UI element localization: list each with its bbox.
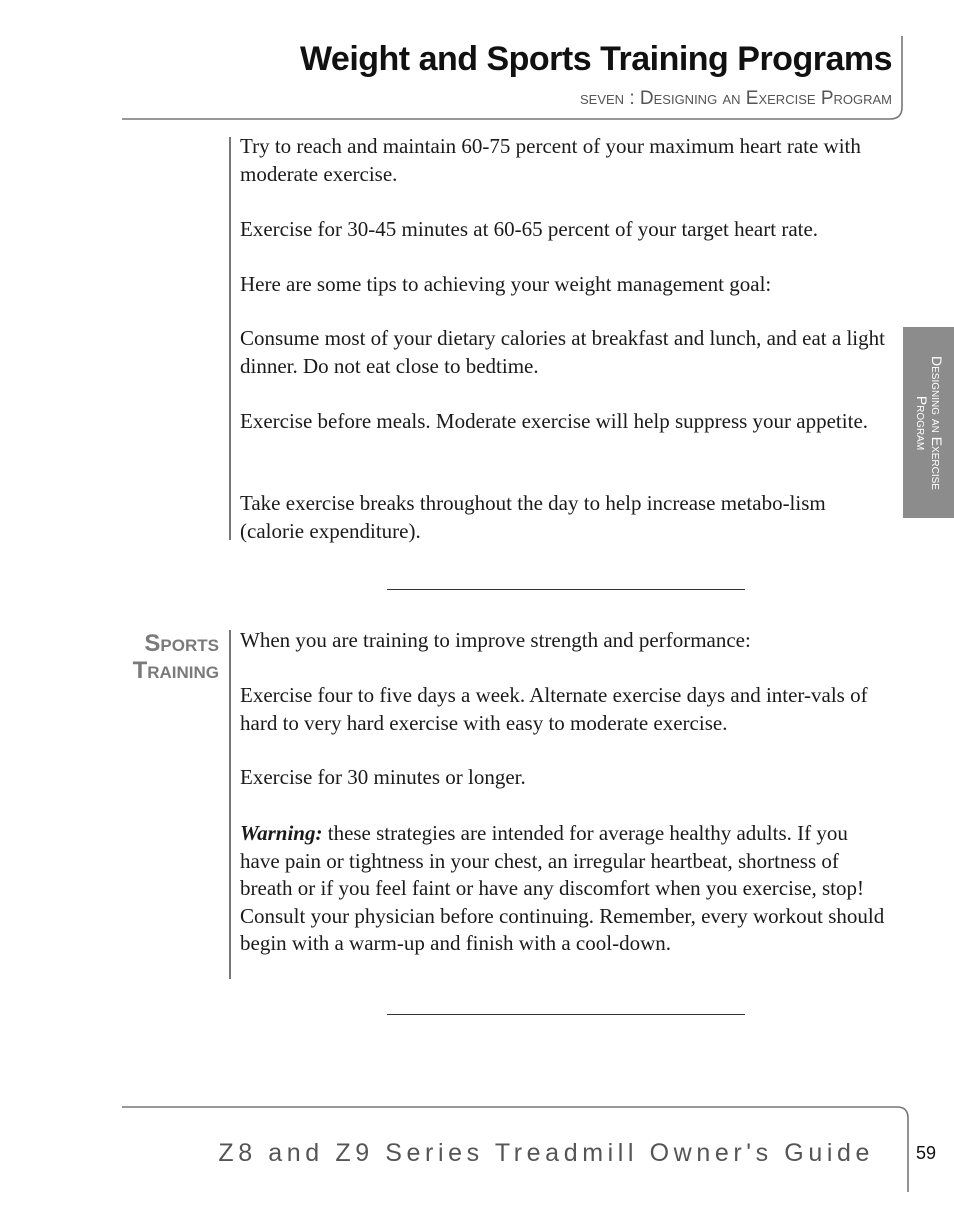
page-number: 59 (916, 1143, 937, 1163)
paragraph: Consume most of your dietary calories at breakfast and lunch, and eat a light dinner. Do not eat close to bedtime. (240, 326, 885, 378)
page-title: Weight and Sports Training Programs (299, 40, 892, 78)
paragraph: Exercise before meals. Moderate exercise will help suppress your appetite. (240, 409, 869, 433)
paragraph: Try to reach and maintain 60-75 percent of your maximum heart rate with moderate exercise. (240, 134, 861, 186)
guide-title: Z8 and Z9 Series Treadmill Owner's Guide (218, 1139, 874, 1167)
sports-training-heading (100, 630, 219, 684)
paragraph: When you are training to improve strength and performance: (240, 628, 751, 652)
chapter-side-tab (903, 327, 954, 518)
warning-paragraph (240, 820, 890, 958)
sports-section-bar (229, 630, 231, 979)
paragraph: Exercise for 30 minutes or longer. (240, 765, 526, 789)
paragraph: Exercise for 30-45 minutes at 60-65 percent of your target heart rate. (240, 217, 819, 241)
heading-line: Training (132, 657, 219, 684)
paragraph: Take exercise breaks throughout the day to help increase metabo-lism (calorie expenditure). (240, 491, 826, 543)
warning-text: these strategies are intended for average healthy adults. If you have pain or tightness in your chest, an irregular heartbeat, shortness of breath or if you feel faint or have any discomfort when you exercise, stop! Consult your physician before continuing. Remember, every workout should begin with a warm-up and finish with a cool-down. (240, 821, 885, 955)
heading-line: Sports (144, 630, 219, 657)
section-divider (387, 589, 745, 590)
chapter-subtitle: seven : Designing an Exercise Program (579, 88, 892, 109)
section-divider (387, 1014, 745, 1015)
paragraph: Here are some tips to achieving your weight management goal: (240, 272, 772, 296)
paragraph: Exercise four to five days a week. Alternate exercise days and inter-vals of hard to very hard exercise with easy to moderate exercise. (240, 683, 868, 735)
weight-section-bar (229, 137, 231, 540)
side-tab-label: Designing an Exercise Program (913, 355, 945, 490)
warning-label: Warning: (240, 821, 323, 845)
